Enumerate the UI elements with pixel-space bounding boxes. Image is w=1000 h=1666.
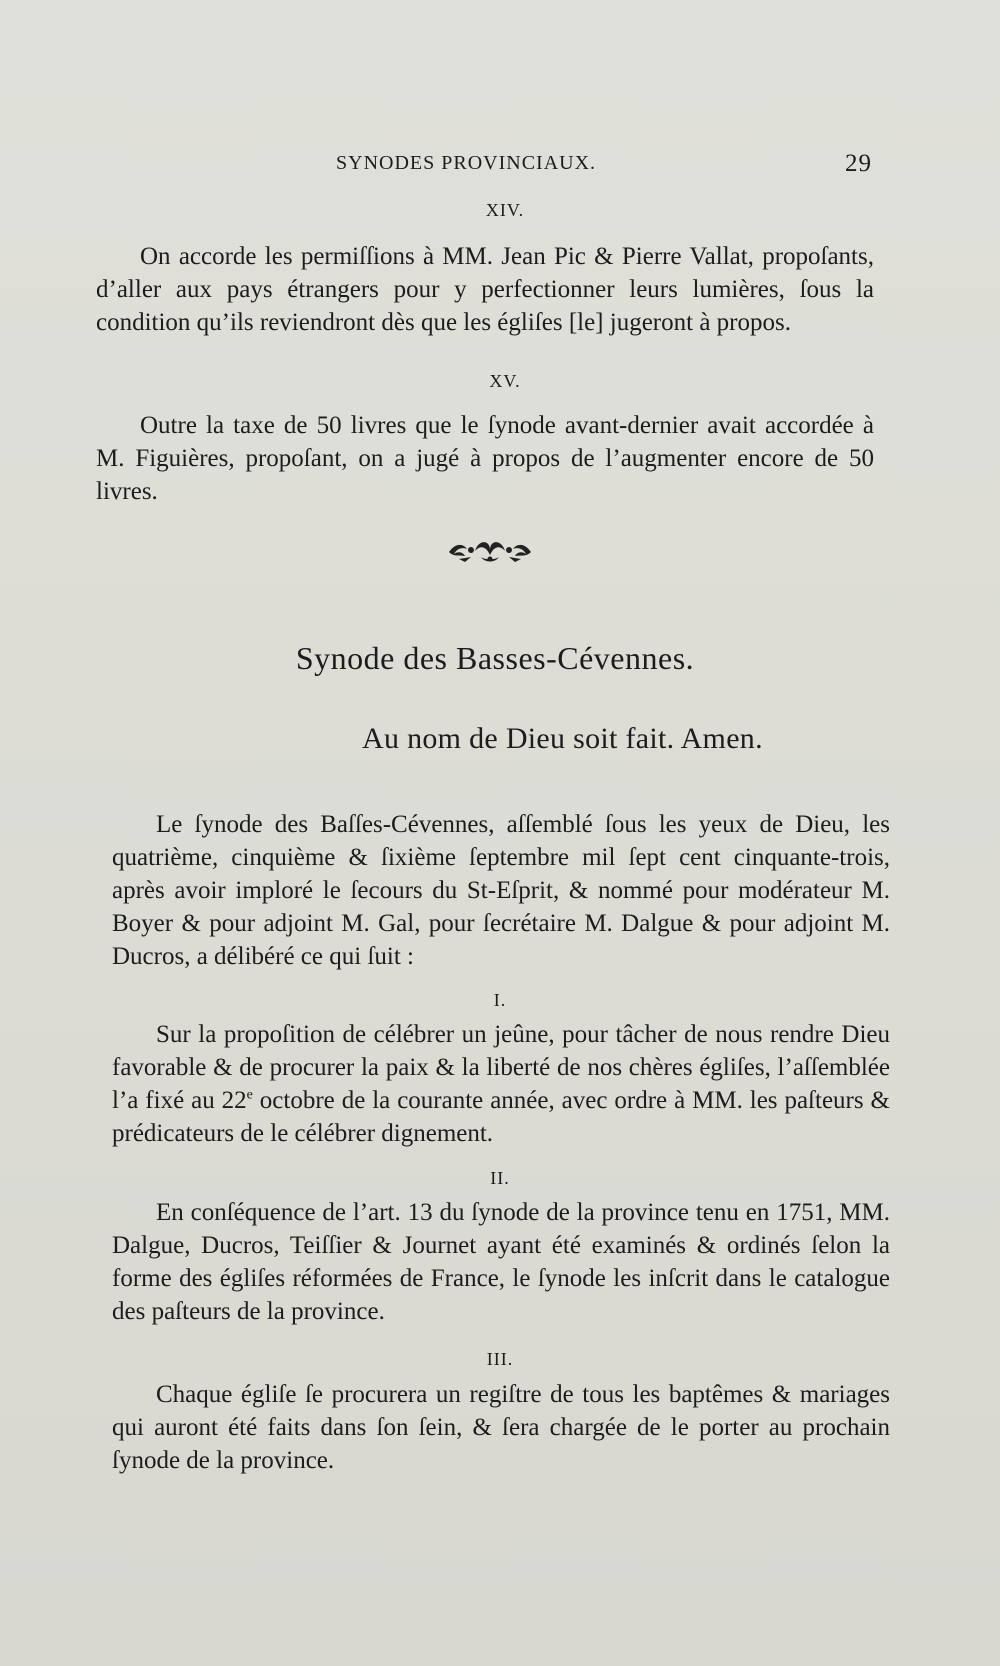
article-number-3: III. — [486, 1349, 514, 1369]
running-title: SYNODES PROVINCIAUX. — [336, 152, 597, 174]
article-2-paragraph — [112, 1196, 890, 1328]
article-number-1: I. — [493, 990, 507, 1010]
section-number-xv: XV. — [489, 371, 521, 391]
article-3-paragraph — [112, 1378, 890, 1477]
article-1-paragraph — [112, 1018, 890, 1150]
preamble-text: Le ſynode des Baſſes-Cévennes, aſſemblé ſous les yeux de Dieu, les quatrième, cinquième & ſixième ſeptembre mil ſept cent cinquante-trois, après avoir imploré le ſecours du St-Eſprit, & nommé pour modérateur M. Boyer & pour adjoint M. Gal, pour ſecrétaire M. Dalgue & pour adjoint M. Ducros, a délibéré ce qui ſuit : — [112, 811, 890, 970]
paragraph-xiv-text: On accorde les permiſſions à MM. Jean Pic & Pierre Vallat, propoſants, d’aller aux pays étrangers pour y perfectionner leurs lumières, ſous la condition qu’ils reviendront dès que les égliſes [le] jugeront à propos. — [96, 243, 874, 336]
preamble-paragraph — [112, 808, 890, 973]
section-number-xiv: XIV. — [485, 200, 525, 220]
article-3-text: Chaque égliſe ſe procurera un regiſtre de tous les baptêmes & mariages qui auront été faits dans ſon ſein, & ſera chargée de le porter au prochain ſynode de la province. — [112, 1381, 890, 1474]
paragraph-xv — [96, 409, 874, 508]
invocation: Au nom de Dieu soit fait. Amen. — [362, 722, 763, 755]
page-number: 29 — [845, 150, 872, 177]
article-1-superscript: e — [246, 1087, 253, 1103]
paragraph-xv-text: Outre la taxe de 50 livres que le ſynode avant-dernier avait accordée à M. Figuières, propoſant, on a jugé à propos de l’augmenter encore de 50 livres. — [96, 412, 874, 505]
article-number-2: II. — [490, 1168, 510, 1188]
synod-title: Synode des Basses-Cévennes. — [295, 640, 695, 676]
article-2-text: En conſéquence de l’art. 13 du ſynode de la province tenu en 1751, MM. Dalgue, Ducros, Teiſſier & Journet ayant été examinés & ordinés ſelon la forme des égliſes réformées de France, le ſynode les inſcrit dans le catalogue des paſteurs de la province. — [112, 1199, 890, 1325]
article-1-text: Sur la propoſition de célébrer un jeûne, pour tâcher de nous rendre Dieu favorable & de procurer la paix & la liberté de nos chères égliſes, l’aſſemblée l’a fixé au 22 — [112, 1021, 890, 1114]
fleuron-ornament-icon — [445, 535, 535, 567]
paragraph-xiv — [96, 240, 874, 339]
article-1-text-continued: octobre de la courante année, avec ordre à MM. les paſteurs & prédicateurs de le célébrer dignement. — [112, 1087, 890, 1147]
